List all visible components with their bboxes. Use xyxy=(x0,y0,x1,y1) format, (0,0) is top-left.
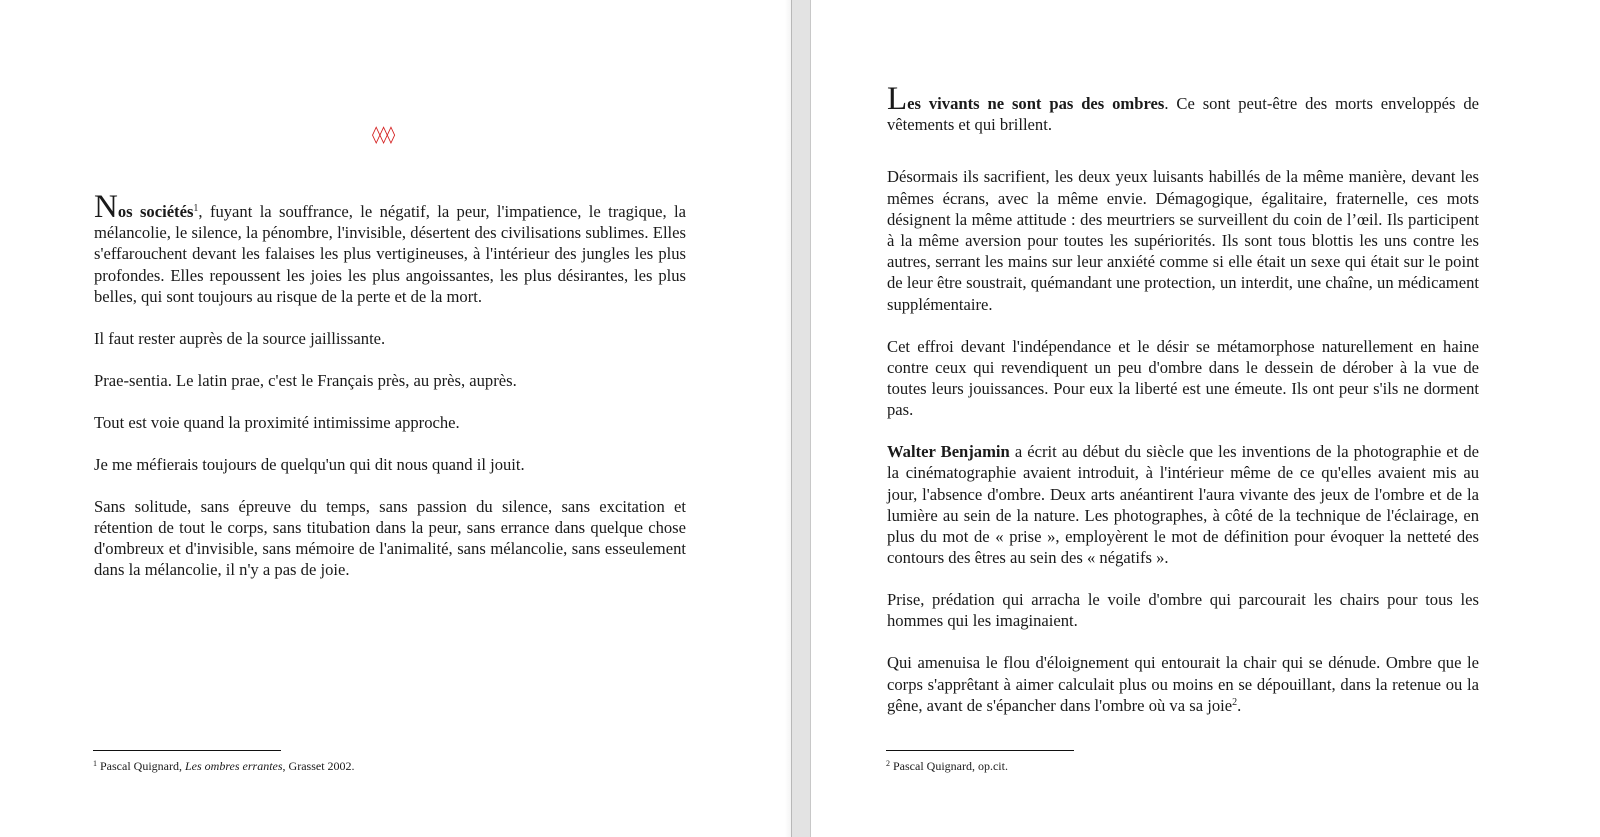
document-page-left xyxy=(0,0,791,837)
footnote-separator xyxy=(93,750,281,751)
paragraph xyxy=(887,652,1479,716)
footnote-author: Pascal Quignard, xyxy=(97,759,185,773)
right-page-body xyxy=(887,81,1479,737)
left-page-body xyxy=(94,189,686,601)
footnote-text: Pascal Quignard, op.cit. xyxy=(890,759,1008,773)
bold-lead: Walter Benjamin xyxy=(887,442,1010,462)
paragraph: Tout est voie quand la proximité intimissime approche. xyxy=(94,412,460,432)
footnote-2 xyxy=(886,759,1008,773)
paragraph: Prae-sentia. Le latin prae, c'est le Français près, au près, auprès. xyxy=(94,370,517,390)
paragraph xyxy=(887,441,1479,568)
paragraph xyxy=(887,81,1479,135)
bold-lead: os sociétés xyxy=(117,202,194,221)
paragraph-text: . Ce sont peut-être des morts enveloppés de vêtements et qui brillent. xyxy=(887,94,1479,135)
paragraph xyxy=(94,189,686,307)
ornament-diamonds-icon: ◊◊◊ xyxy=(372,125,395,145)
paragraph-text: a écrit au début du siècle que les inventions de la photographie et de la cinématographie avaient introduit, à l'intérieur même de ce qu'elles avaient mis au jour, l'absence d'ombre. Deux arts anéantirent l'aura vivante des jeux de l'ombre et de la lumière au sein de la nature. Les photographes, à côté de la technique de l'éclairage, en plus du mot de « prise », employèrent le mot de définition pour évoquer la netteté des contours des êtres au sein des « négatifs ». xyxy=(887,442,1479,568)
footnote-ref[interactable]: 1 xyxy=(193,203,199,214)
page-gap xyxy=(791,0,811,837)
paragraph: Prise, prédation qui arracha le voile d'ombre qui parcourait les chairs pour tous les hommes qui les imaginaient. xyxy=(887,590,1479,631)
footnote-number: 1 xyxy=(93,759,97,768)
bold-lead: es vivants ne sont pas des ombres xyxy=(907,94,1165,113)
footnote-number: 2 xyxy=(886,759,890,768)
footnote-1 xyxy=(93,759,355,773)
dropcap: N xyxy=(94,189,118,225)
paragraph: Je me méfierais toujours de quelqu'un qui dit nous quand il jouit. xyxy=(94,454,525,474)
footnote-title: Les ombres errantes xyxy=(184,759,283,773)
footnote-separator xyxy=(886,750,1074,751)
paragraph: Sans solitude, sans épreuve du temps, sans passion du silence, sans excitation et rétention de tout le corps, sans titubation dans la peur, sans errance dans quelque chose d'ombreux et d'invisible, sans mémoire de l'animalité, sans mélancolie, sans esseulement dans la mélancolie, il n'y a pas de joie. xyxy=(94,496,686,580)
paragraph-text: Qui amenuisa le flou d'éloignement qui entourait la chair qui se dénude. Ombre que le corps s'apprêtant à aimer calculait plus ou moins en se dépouillant, dans la retenue ou la gêne, avant de s'épancher dans l'ombre où va sa joie xyxy=(887,653,1479,715)
paragraph: Désormais ils sacrifient, les deux yeux luisants habillés de la même manière, devant les mêmes écrans, avec la même envie. Démagogique, égalitaire, fraternelle, ces mots désignent la même attitude : des meurtriers se surveillent du coin de l’œil. Ils participent à la même aversion pour toutes les supériorités. Ils sont tous blottis les uns contre les autres, serrant les mains sur leur anxiété comme si elle était un sexe qui était sur le point de leur être soustrait, quémandant une protection, un interdit, une chaîne, un médicament supplémentaire. xyxy=(887,167,1479,314)
paragraph: Il faut rester auprès de la source jaillissante. xyxy=(94,328,386,348)
paragraph-end: . xyxy=(1237,695,1242,715)
footnote-rest: , Grasset 2002. xyxy=(282,759,355,773)
paragraph: Cet effroi devant l'indépendance et le désir se métamorphose naturellement en haine contre ceux qui revendiquent un peu d'ombre dans le dessein de dérober à la vue de toutes leurs jouissances. Pour eux la liberté est une émeute. Ils ont peur s'ils ne dorment pas. xyxy=(887,336,1479,420)
paragraph-text: , fuyant la souffrance, le négatif, la peur, l'impatience, le tragique, la mélancolie, le silence, la pénombre, l'invisible, désertent des civilisations sublimes. Elles s'effarouchent devant les falaises les plus vertigineuses, à l'intérieur des jungles les plus profondes. Elles repoussent les joies les plus angoissantes, les plus désirantes, les plus belles, qui sont toujours au risque de la perte et de la mort. xyxy=(94,202,686,306)
dropcap: L xyxy=(887,81,908,117)
footnote-ref[interactable]: 2 xyxy=(1232,696,1238,708)
